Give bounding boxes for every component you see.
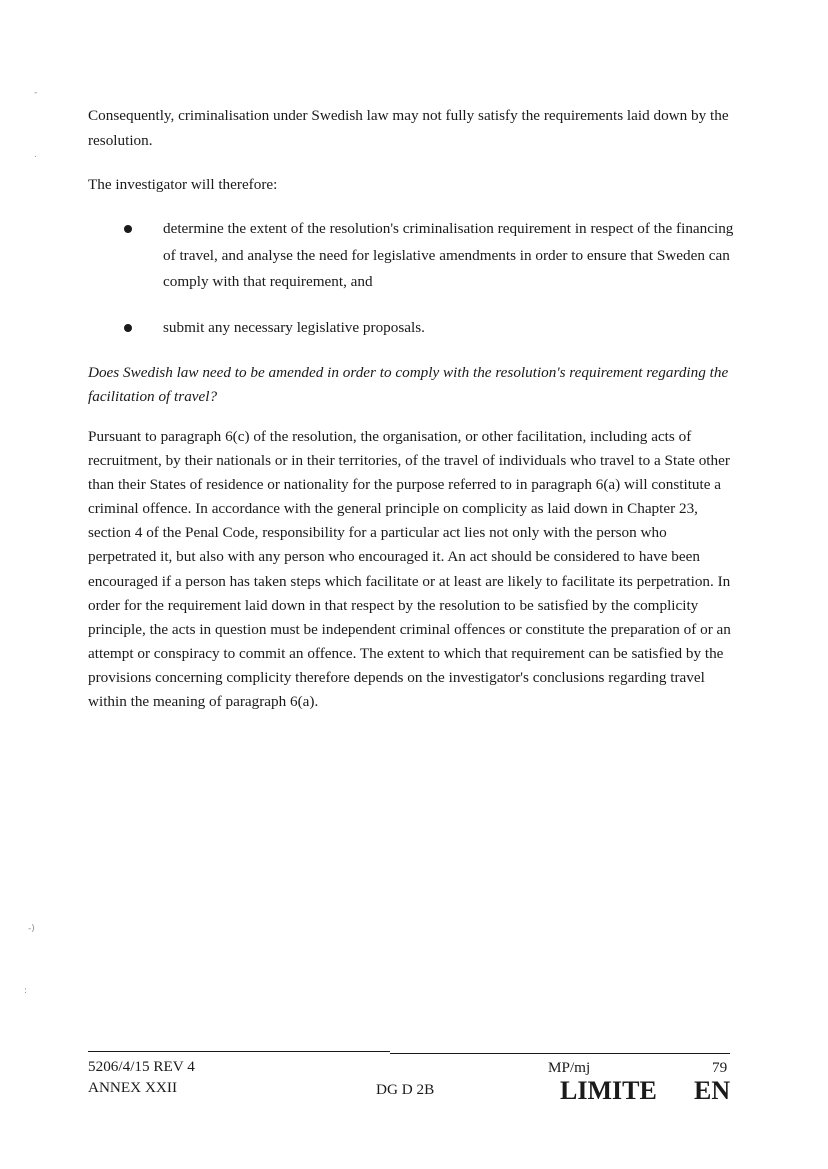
margin-speck: : <box>24 986 28 996</box>
margin-speck: -) <box>28 924 35 934</box>
footer-divider-left <box>88 1051 390 1052</box>
footer-page-number: 79 <box>712 1059 728 1076</box>
footer-annex-label: ANNEX XXII <box>88 1079 177 1096</box>
footer-language-code: EN <box>694 1076 731 1105</box>
bullet-item-submit: submit any necessary legislative proposals. <box>163 319 425 336</box>
footer-directorate: DG D 2B <box>376 1081 435 1098</box>
paragraph-consequently: Consequently, criminalisation under Swedish law may not fully satisfy the requirements laid down by the resolution. <box>88 107 729 149</box>
margin-speck: . <box>34 150 37 160</box>
section-question-heading: Does Swedish law need to be amended in order to comply with the resolution's requirement regarding the facilitation of travel? <box>88 364 729 405</box>
footer-classification-marking: LIMITE <box>560 1076 657 1105</box>
paragraph-investigator: The investigator will therefore: <box>88 176 278 193</box>
footer-document-reference: 5206/4/15 REV 4 <box>88 1058 195 1075</box>
paragraph-pursuant: Pursuant to paragraph 6(c) of the resolution, the organisation, or other facilitation, including acts of recruitment, by their nationals or in their territories, of the travel of individuals who travel to a State other than their States of residence or nationality for the purpose referred to in paragraph 6(a) will constitute a criminal offence. In accordance with the general principle on complicity as laid down in Chapter 23, section 4 of the Penal Code, responsibility for a particular act lies not only with the person who perpetrated it, but also with any person who encouraged it. An act should be considered to have been encouraged if a person has taken steps which facilitate or at least are likely to facilitate its perpetration. In order for the requirement laid down in that respect by the resolution to be satisfied by the complicity principle, the acts in question must be independent criminal offences or constitute the preparation of or an attempt or conspiracy to commit an offence. The extent to which that requirement can be satisfied by the provisions concerning complicity therefore depends on the investigator's conclusions regarding travel within the meaning of paragraph 6(a). <box>88 428 731 711</box>
footer-initials: MP/mj <box>548 1059 591 1076</box>
bullet-icon <box>124 225 132 233</box>
margin-speck: - <box>34 88 38 98</box>
footer-divider-right <box>390 1053 730 1054</box>
bullet-icon <box>124 324 132 332</box>
bullet-item-determine: determine the extent of the resolution's criminalisation requirement in respect of the financing of travel, and analyse the need for legislative amendments in order to ensure that Sweden can comply with that requirement, and <box>163 220 734 290</box>
